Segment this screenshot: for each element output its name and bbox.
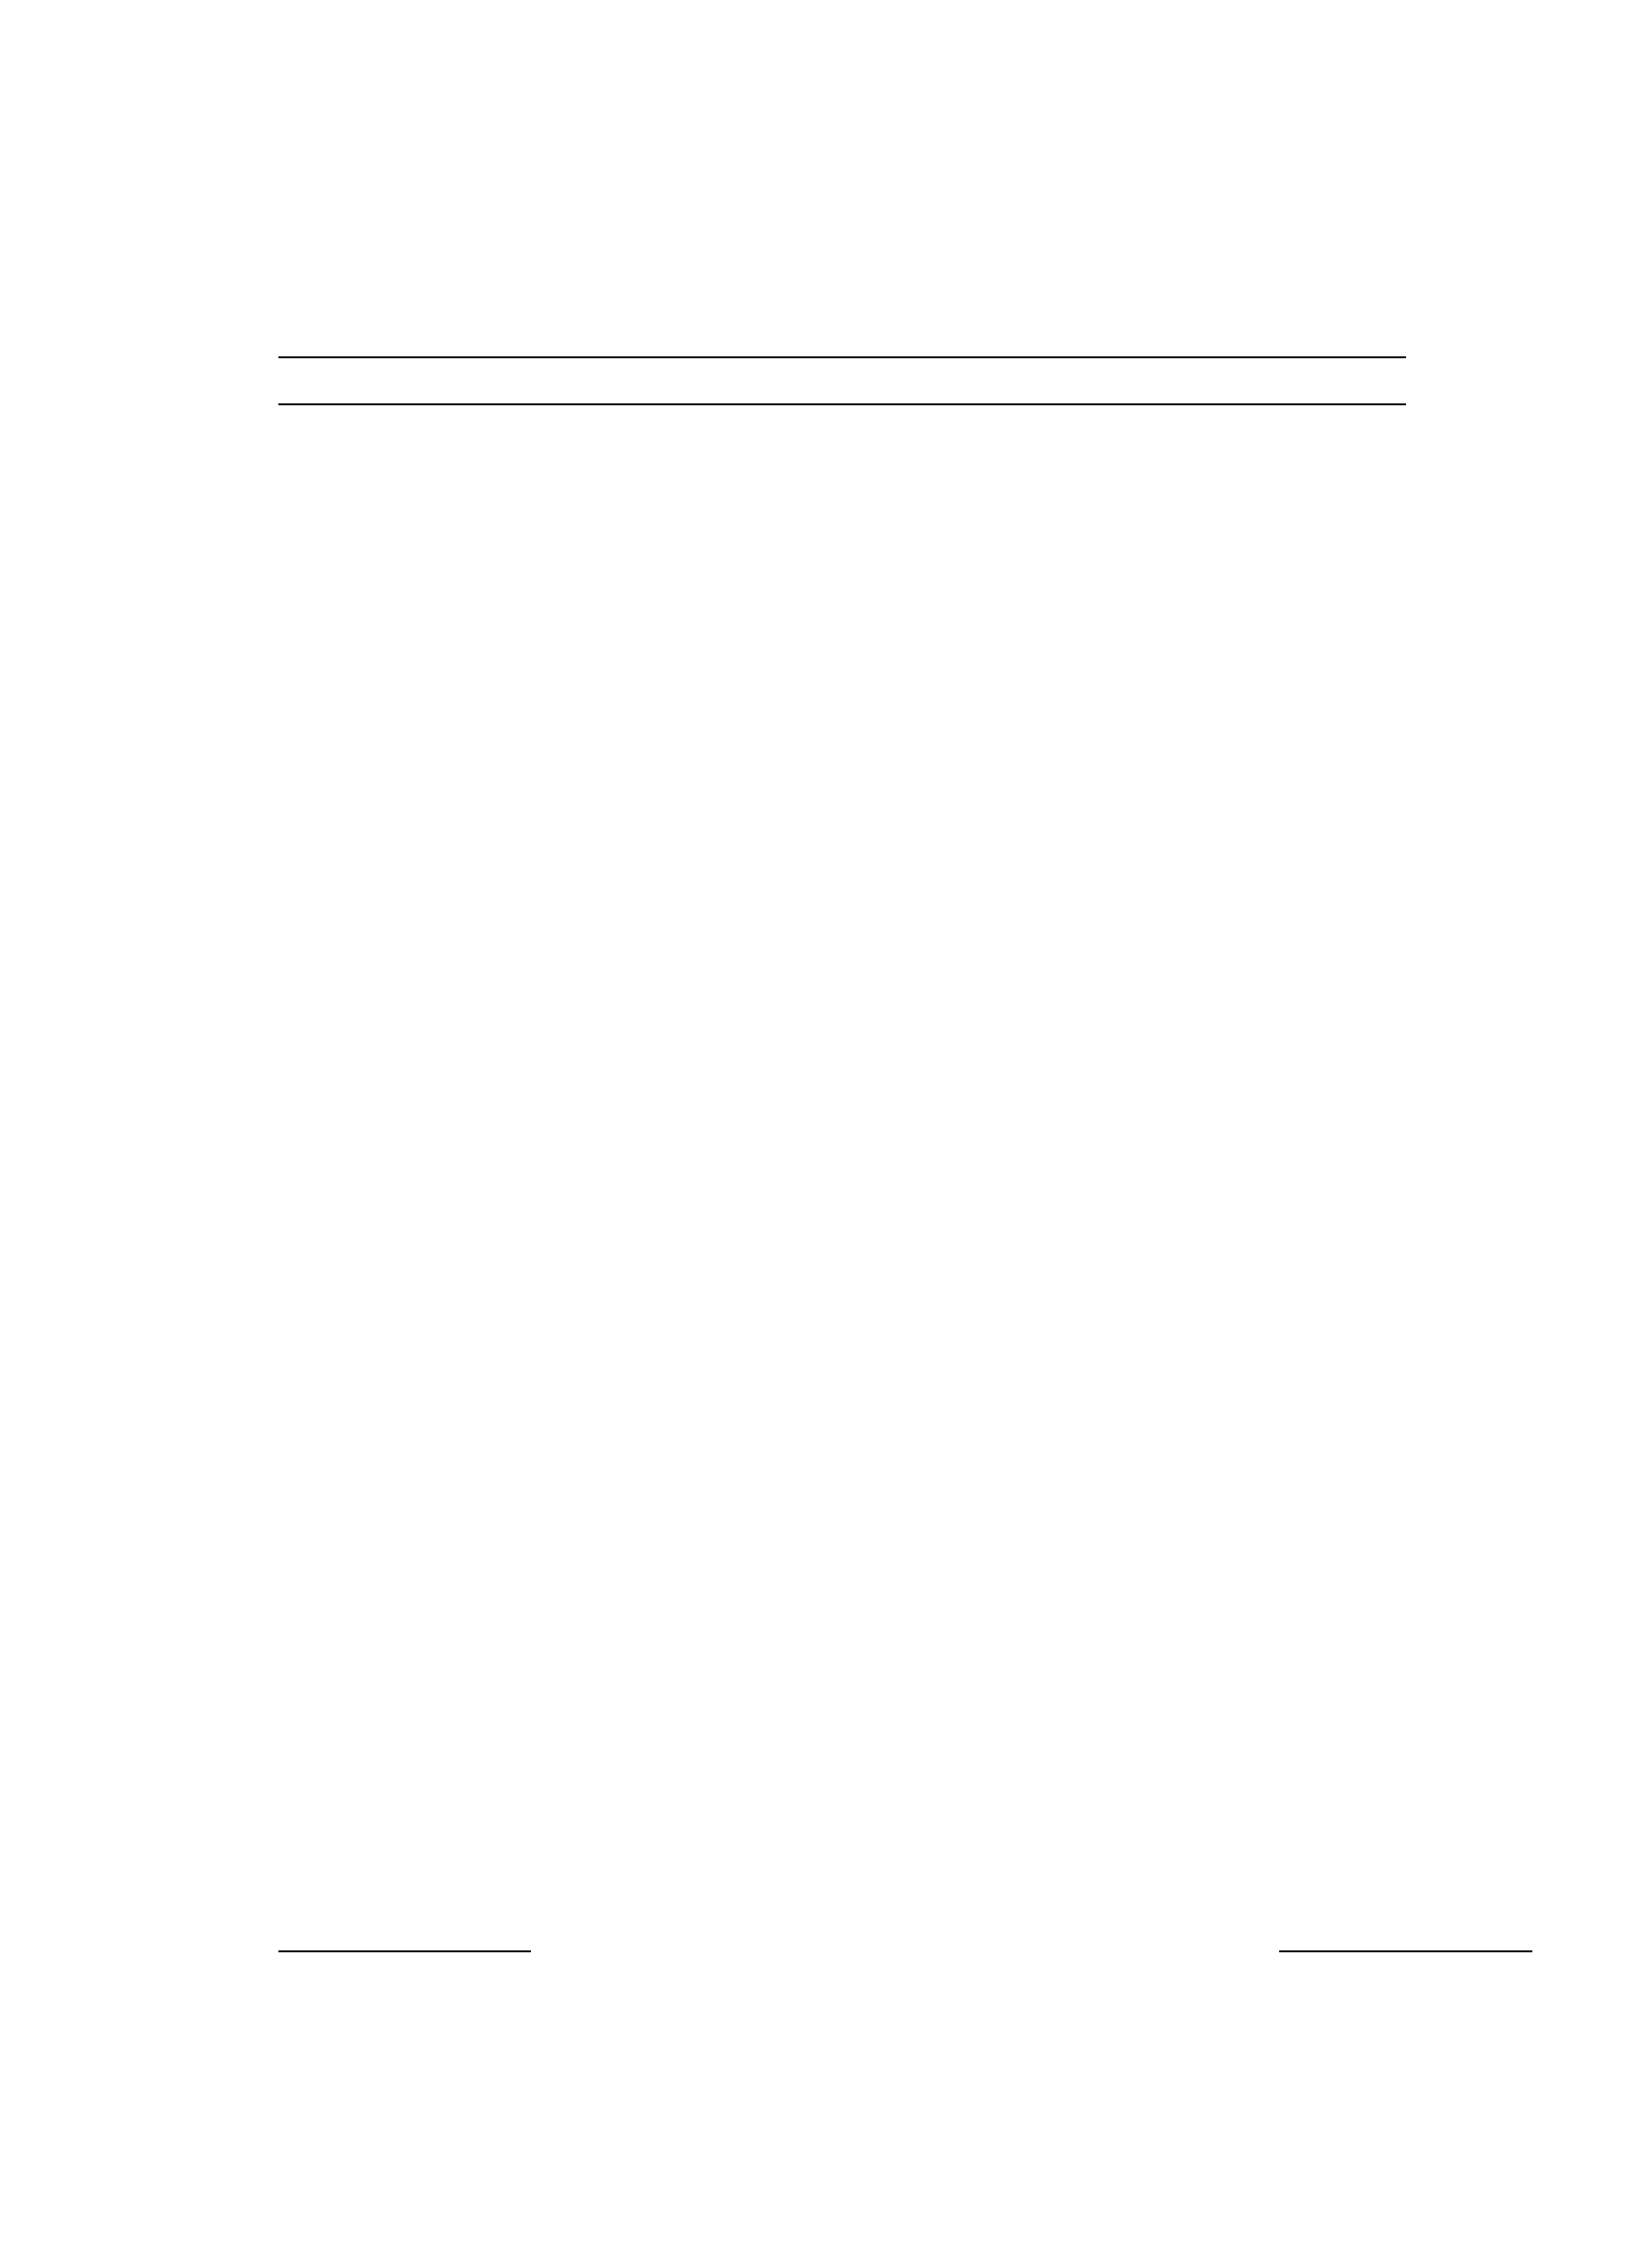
table-header-rule <box>278 403 1406 405</box>
footer-rule-right <box>1279 1950 1532 1952</box>
table-top-rule <box>278 356 1406 358</box>
footer-rule-left <box>278 1950 531 1952</box>
